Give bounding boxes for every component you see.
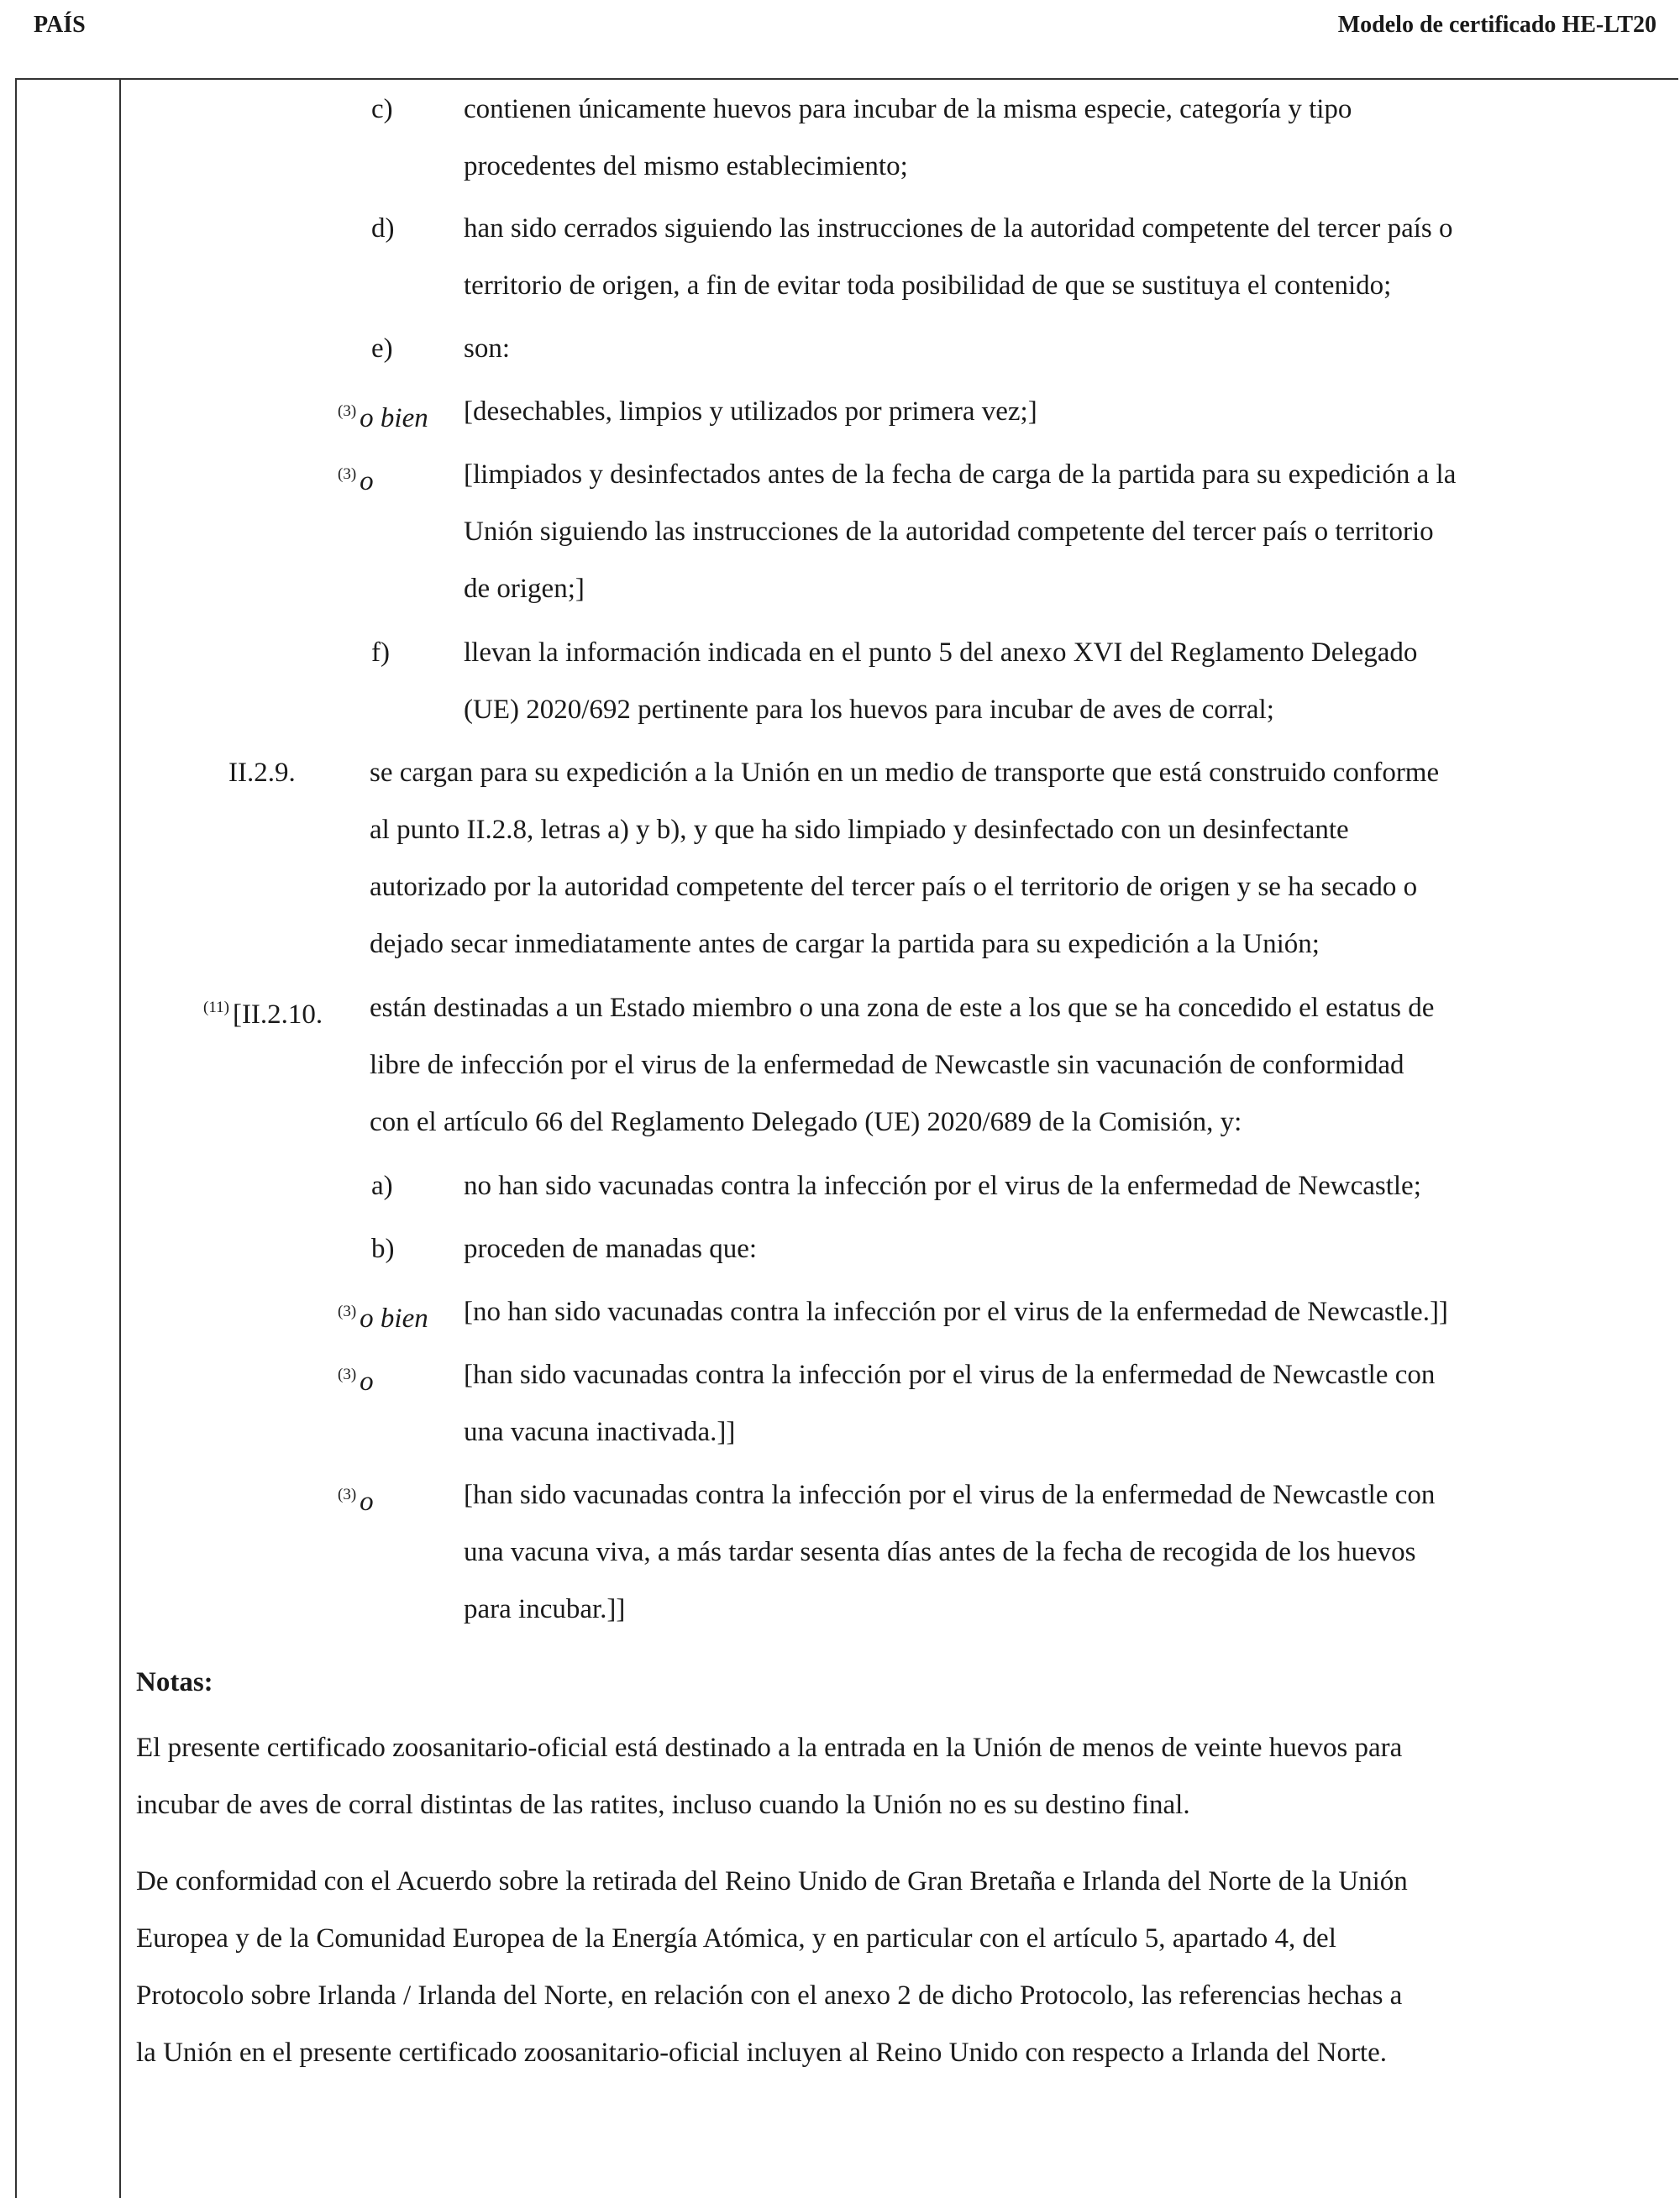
item-ii-2-10-label xyxy=(203,991,323,1031)
item-c-label: c) xyxy=(371,94,393,124)
item-b-option-1-line-1: [no han sido vacunadas contra la infección por el virus de la enfermedad de Newcastle.]] xyxy=(464,1297,1448,1327)
item-c-line-2: procedentes del mismo establecimiento; xyxy=(464,151,908,181)
country-header: PAÍS xyxy=(34,12,86,38)
item-a-label: a) xyxy=(371,1171,393,1201)
item-ii-2-10-line-1: están destinadas a un Estado miembro o una zona de este a los que se ha concedido el estatus de xyxy=(370,993,1435,1023)
item-ii-2-10-line-2: libre de infección por el virus de la enfermedad de Newcastle sin vacunación de conformidad xyxy=(370,1050,1404,1080)
footnote-marker: (3) xyxy=(338,402,357,420)
frame-left-border xyxy=(15,78,17,2198)
item-b-option-3-line-1: [han sido vacunadas contra la infección por el virus de la enfermedad de Newcastle con xyxy=(464,1480,1436,1510)
item-b-label: b) xyxy=(371,1234,395,1264)
item-e-option-2-line-3: de origen;] xyxy=(464,574,585,604)
item-d-line-1: han sido cerrados siguiendo las instrucciones de la autoridad competente del tercer país o xyxy=(464,213,1453,244)
footnote-marker: (3) xyxy=(338,465,357,483)
option-label: o xyxy=(360,1487,374,1517)
item-b-option-3-line-3: para incubar.]] xyxy=(464,1594,626,1624)
item-e-option-2-label xyxy=(338,458,374,498)
notes-heading: Notas: xyxy=(136,1667,213,1697)
item-b-line-1: proceden de manadas que: xyxy=(464,1234,758,1264)
footnote-marker: (3) xyxy=(338,1303,357,1320)
item-e-label: e) xyxy=(371,333,393,364)
item-a-line-1: no han sido vacunadas contra la infección por el virus de la enfermedad de Newcastle; xyxy=(464,1171,1421,1201)
frame-top-border xyxy=(15,78,1678,80)
item-b-option-1-label xyxy=(338,1295,428,1335)
notes-paragraph-1-line-2: incubar de aves de corral distintas de las ratites, incluso cuando la Unión no es su destino final. xyxy=(136,1790,1190,1820)
item-f-line-1: llevan la información indicada en el punto 5 del anexo XVI del Reglamento Delegado xyxy=(464,637,1418,668)
item-number: [II.2.10. xyxy=(232,999,323,1030)
item-ii-2-9-line-4: dejado secar inmediatamente antes de cargar la partida para su expedición a la Unión; xyxy=(370,929,1320,959)
frame-inner-border xyxy=(119,78,121,2198)
item-e-option-2-line-1: [limpiados y desinfectados antes de la fecha de carga de la partida para su expedición a la xyxy=(464,459,1457,490)
footnote-marker: (3) xyxy=(338,1486,357,1503)
notes-paragraph-2-line-3: Protocolo sobre Irlanda / Irlanda del Norte, en relación con el anexo 2 de dicho Protocolo, las referencias hechas a xyxy=(136,1980,1403,2011)
item-e-line-1: son: xyxy=(464,333,511,364)
item-d-label: d) xyxy=(371,213,395,244)
notes-paragraph-1-line-1: El presente certificado zoosanitario-oficial está destinado a la entrada en la Unión de menos de veinte huevos para xyxy=(136,1733,1403,1763)
item-f-label: f) xyxy=(371,637,390,668)
option-label: o bien xyxy=(360,403,428,433)
item-b-option-3-label xyxy=(338,1478,374,1519)
item-c-line-1: contienen únicamente huevos para incubar de la misma especie, categoría y tipo xyxy=(464,94,1352,124)
item-e-option-1-label xyxy=(338,395,428,435)
item-ii-2-9-line-3: autorizado por la autoridad competente del tercer país o el territorio de origen y se ha secado o xyxy=(370,872,1418,902)
item-ii-2-10-line-3: con el artículo 66 del Reglamento Delegado (UE) 2020/689 de la Comisión, y: xyxy=(370,1107,1242,1137)
notes-paragraph-2-line-4: la Unión en el presente certificado zoosanitario-oficial incluyen al Reino Unido con respecto a Irlanda del Norte. xyxy=(136,2038,1387,2068)
option-label: o xyxy=(360,466,374,496)
notes-paragraph-2-line-1: De conformidad con el Acuerdo sobre la retirada del Reino Unido de Gran Bretaña e Irlanda del Norte de la Unión xyxy=(136,1866,1408,1896)
item-ii-2-9-line-2: al punto II.2.8, letras a) y b), y que ha sido limpiado y desinfectado con un desinfectante xyxy=(370,815,1349,845)
certificate-model-header: Modelo de certificado HE-LT20 xyxy=(1337,12,1656,38)
item-ii-2-9-label: II.2.9. xyxy=(228,758,296,788)
option-label: o xyxy=(360,1367,374,1397)
item-d-line-2: territorio de origen, a fin de evitar toda posibilidad de que se sustituya el contenido; xyxy=(464,270,1392,301)
footnote-marker: (3) xyxy=(338,1366,357,1383)
item-b-option-2-line-1: [han sido vacunadas contra la infección por el virus de la enfermedad de Newcastle con xyxy=(464,1360,1436,1390)
notes-paragraph-2-line-2: Europea y de la Comunidad Europea de la Energía Atómica, y en particular con el artículo 5, apartado 4, del xyxy=(136,1923,1336,1954)
item-e-option-2-line-2: Unión siguiendo las instrucciones de la autoridad competente del tercer país o territorio xyxy=(464,517,1434,547)
item-b-option-2-label xyxy=(338,1358,374,1398)
footnote-marker: (11) xyxy=(203,999,229,1016)
item-e-option-1-line-1: [desechables, limpios y utilizados por primera vez;] xyxy=(464,396,1037,427)
option-label: o bien xyxy=(360,1304,428,1334)
item-b-option-2-line-2: una vacuna inactivada.]] xyxy=(464,1417,736,1447)
item-f-line-2: (UE) 2020/692 pertinente para los huevos para incubar de aves de corral; xyxy=(464,695,1274,725)
item-ii-2-9-line-1: se cargan para su expedición a la Unión en un medio de transporte que está construido conforme xyxy=(370,758,1440,788)
item-b-option-3-line-2: una vacuna viva, a más tardar sesenta días antes de la fecha de recogida de los huevos xyxy=(464,1537,1416,1567)
